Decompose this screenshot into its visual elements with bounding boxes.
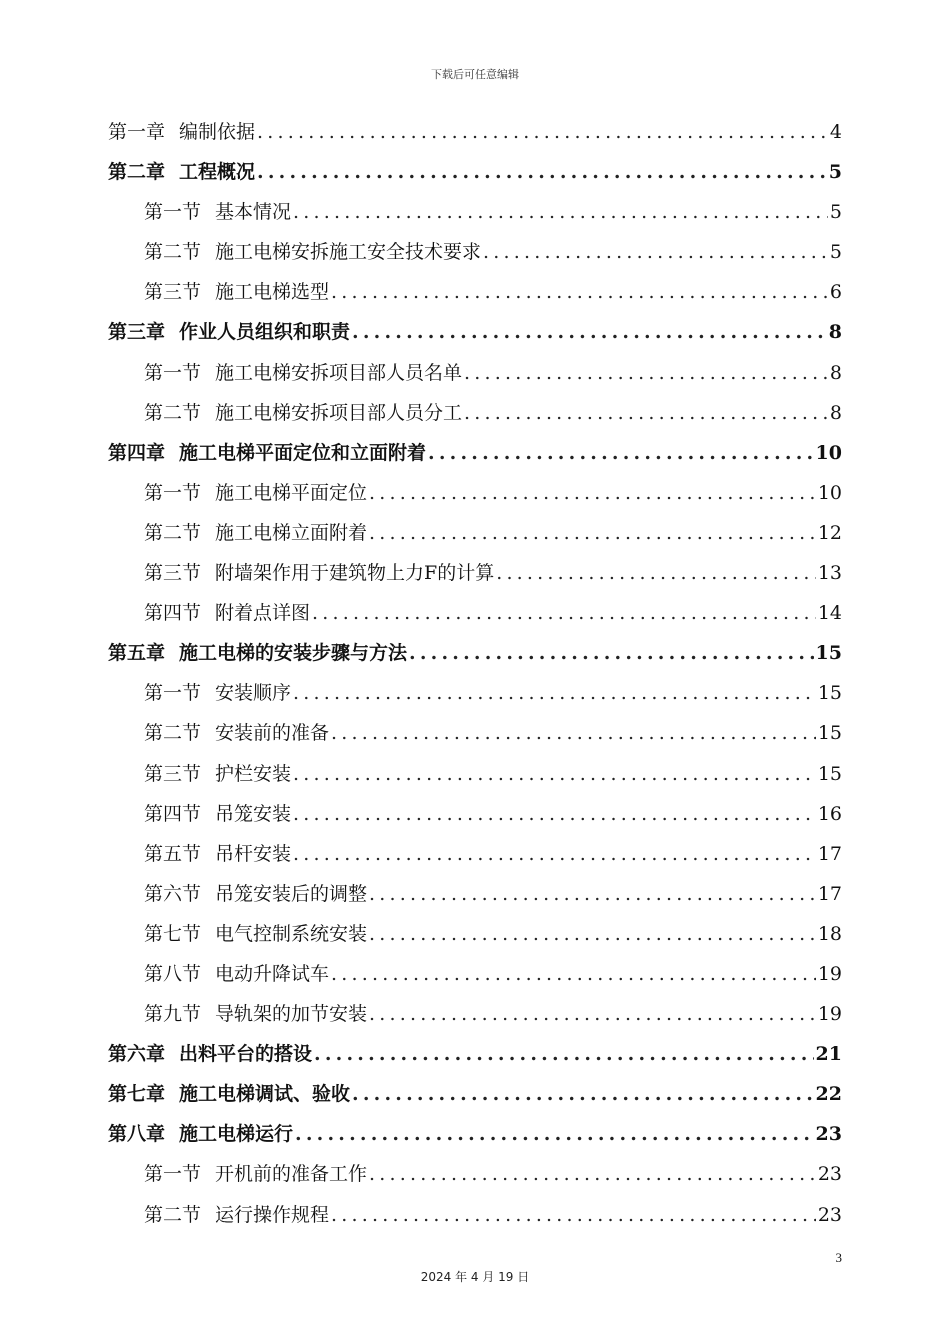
toc-dot-leader <box>428 433 814 473</box>
toc-entry-number: 第三节 <box>144 562 202 585</box>
toc-entry-title: 施工电梯的安装步骤与方法 <box>179 642 408 665</box>
toc-entry-section[interactable] <box>108 834 842 874</box>
toc-entry-page: 6 <box>829 281 842 304</box>
toc-entry-page: 18 <box>817 922 842 945</box>
toc-entry-title: 吊杆安装 <box>215 842 292 865</box>
toc-entry-number: 第一节 <box>144 481 202 504</box>
toc-entry-section[interactable] <box>108 954 842 994</box>
toc-entry-title: 施工电梯立面附着 <box>215 521 368 544</box>
toc-dot-leader <box>293 754 816 794</box>
toc-entry-number: 第三节 <box>144 762 202 785</box>
toc-entry-number: 第八节 <box>144 962 202 985</box>
header-note: 下载后可任意编辑 <box>431 68 519 81</box>
toc-entry-number: 第一节 <box>144 201 202 224</box>
toc-dot-leader <box>257 152 827 192</box>
toc-entry-title: 附墙架作用于建筑物上力F的计算 <box>215 562 495 585</box>
toc-entry-title: 作业人员组织和职责 <box>179 321 351 344</box>
toc-entry-section[interactable] <box>108 192 842 232</box>
table-of-contents <box>108 112 842 1235</box>
toc-entry-page: 23 <box>817 1163 842 1186</box>
toc-entry-page: 15 <box>817 682 842 705</box>
toc-entry-title: 施工电梯平面定位 <box>215 481 368 504</box>
toc-entry-title: 电动升降试车 <box>215 962 330 985</box>
toc-entry-chapter[interactable] <box>108 152 842 192</box>
footer-date: 2024 年 4 月 19 日 <box>420 1270 530 1284</box>
toc-dot-leader <box>464 393 828 433</box>
toc-entry-chapter[interactable] <box>108 1114 842 1154</box>
toc-entry-section[interactable] <box>108 393 842 433</box>
toc-dot-leader <box>331 713 816 753</box>
toc-dot-leader <box>293 834 816 874</box>
toc-entry-page: 23 <box>817 1203 842 1226</box>
toc-entry-section[interactable] <box>108 994 842 1034</box>
toc-dot-leader <box>369 914 816 954</box>
toc-entry-page: 5 <box>828 161 842 184</box>
toc-entry-page: 17 <box>817 882 842 905</box>
toc-entry-number: 第六节 <box>144 882 202 905</box>
toc-entry-page: 14 <box>817 602 842 625</box>
toc-dot-leader <box>331 272 828 312</box>
toc-dot-leader <box>369 874 816 914</box>
toc-entry-section[interactable] <box>108 673 842 713</box>
toc-entry-chapter[interactable] <box>108 433 842 473</box>
toc-entry-page: 23 <box>815 1123 842 1146</box>
toc-entry-title: 附着点详图 <box>215 602 311 625</box>
toc-entry-number: 第二节 <box>144 241 202 264</box>
toc-dot-leader <box>293 794 816 834</box>
toc-entry-title: 运行操作规程 <box>215 1203 330 1226</box>
toc-entry-title: 施工电梯调试、验收 <box>179 1083 351 1106</box>
toc-entry-title: 护栏安装 <box>215 762 292 785</box>
toc-entry-page: 4 <box>829 121 842 143</box>
toc-entry-chapter[interactable] <box>108 1034 842 1074</box>
toc-dot-leader <box>331 1195 816 1235</box>
toc-dot-leader <box>331 954 816 994</box>
toc-entry-number: 第一节 <box>144 1163 202 1186</box>
toc-entry-page: 15 <box>817 762 842 785</box>
toc-entry-number: 第一节 <box>144 682 202 705</box>
toc-entry-number: 第七章 <box>108 1083 166 1106</box>
toc-entry-title: 电气控制系统安装 <box>215 922 368 945</box>
toc-entry-page: 17 <box>817 842 842 865</box>
toc-entry-page: 19 <box>817 962 842 985</box>
toc-entry-section[interactable] <box>108 272 842 312</box>
toc-entry-section[interactable] <box>108 874 842 914</box>
toc-entry-number: 第二节 <box>144 401 202 424</box>
toc-entry-page: 21 <box>815 1043 842 1066</box>
toc-entry-title: 施工电梯安拆施工安全技术要求 <box>215 241 482 264</box>
toc-entry-section[interactable] <box>108 794 842 834</box>
toc-entry-section[interactable] <box>108 1195 842 1235</box>
toc-entry-title: 施工电梯运行 <box>179 1123 294 1146</box>
toc-entry-title: 吊笼安装后的调整 <box>215 882 368 905</box>
toc-entry-section[interactable] <box>108 513 842 553</box>
toc-entry-page: 10 <box>815 441 842 464</box>
toc-entry-section[interactable] <box>108 713 842 753</box>
toc-entry-chapter[interactable] <box>108 112 842 152</box>
toc-entry-section[interactable] <box>108 914 842 954</box>
toc-entry-page: 22 <box>815 1083 842 1106</box>
toc-entry-title: 安装前的准备 <box>215 722 330 745</box>
toc-entry-title: 工程概况 <box>179 161 256 184</box>
toc-entry-number: 第二节 <box>144 1203 202 1226</box>
toc-entry-title: 出料平台的搭设 <box>179 1043 313 1066</box>
toc-dot-leader <box>369 1154 816 1194</box>
toc-dot-leader <box>352 312 827 352</box>
toc-entry-page: 19 <box>817 1003 842 1026</box>
toc-entry-chapter[interactable] <box>108 1074 842 1114</box>
toc-entry-number: 第二节 <box>144 722 202 745</box>
toc-entry-section[interactable] <box>108 473 842 513</box>
toc-entry-number: 第四章 <box>108 441 166 464</box>
toc-entry-number: 第五章 <box>108 642 166 665</box>
toc-entry-page: 12 <box>817 521 842 544</box>
toc-entry-page: 13 <box>817 562 842 585</box>
toc-entry-section[interactable] <box>108 553 842 593</box>
toc-entry-title: 施工电梯安拆项目部人员名单 <box>215 361 463 384</box>
toc-entry-section[interactable] <box>108 1154 842 1194</box>
toc-dot-leader <box>409 633 814 673</box>
toc-entry-title: 基本情况 <box>215 201 292 224</box>
toc-entry-section[interactable] <box>108 353 842 393</box>
toc-dot-leader <box>369 994 816 1034</box>
toc-entry-number: 第一节 <box>144 361 202 384</box>
toc-entry-number: 第二章 <box>108 161 166 184</box>
toc-dot-leader <box>314 1034 814 1074</box>
toc-dot-leader <box>295 1114 814 1154</box>
toc-entry-page: 5 <box>829 241 842 264</box>
toc-dot-leader <box>464 353 828 393</box>
toc-entry-number: 第四节 <box>144 802 202 825</box>
toc-dot-leader <box>352 1074 814 1114</box>
toc-dot-leader <box>293 192 828 232</box>
toc-entry-title: 编制依据 <box>179 121 256 143</box>
toc-dot-leader <box>496 553 816 593</box>
toc-entry-page: 16 <box>817 802 842 825</box>
toc-entry-page: 10 <box>817 481 842 504</box>
toc-dot-leader <box>369 473 816 513</box>
toc-entry-number: 第四节 <box>144 602 202 625</box>
toc-entry-chapter[interactable] <box>108 312 842 352</box>
toc-entry-number: 第三节 <box>144 281 202 304</box>
toc-entry-number: 第七节 <box>144 922 202 945</box>
toc-entry-number: 第二节 <box>144 521 202 544</box>
toc-entry-page: 8 <box>829 401 842 424</box>
toc-entry-title: 施工电梯平面定位和立面附着 <box>179 441 427 464</box>
toc-entry-number: 第六章 <box>108 1043 166 1066</box>
toc-dot-leader <box>257 112 828 152</box>
toc-dot-leader <box>312 593 816 633</box>
toc-entry-section[interactable] <box>108 232 842 272</box>
toc-dot-leader <box>483 232 828 272</box>
toc-entry-number: 第三章 <box>108 321 166 344</box>
toc-entry-page: 5 <box>829 201 842 224</box>
toc-entry-title: 开机前的准备工作 <box>215 1163 368 1186</box>
toc-dot-leader <box>293 673 816 713</box>
toc-entry-title: 吊笼安装 <box>215 802 292 825</box>
toc-entry-number: 第九节 <box>144 1003 202 1026</box>
toc-entry-chapter[interactable] <box>108 633 842 673</box>
toc-entry-page: 15 <box>815 642 842 665</box>
page-number: 3 <box>835 1250 842 1265</box>
toc-entry-page: 15 <box>817 722 842 745</box>
toc-entry-title: 施工电梯选型 <box>215 281 330 304</box>
toc-entry-number: 第八章 <box>108 1123 166 1146</box>
toc-entry-section[interactable] <box>108 754 842 794</box>
toc-dot-leader <box>369 513 816 553</box>
toc-entry-title: 导轨架的加节安装 <box>215 1003 368 1026</box>
toc-entry-number: 第五节 <box>144 842 202 865</box>
toc-entry-title: 安装顺序 <box>215 682 292 705</box>
toc-entry-number: 第一章 <box>108 121 166 143</box>
toc-entry-title: 施工电梯安拆项目部人员分工 <box>215 401 463 424</box>
toc-entry-section[interactable] <box>108 593 842 633</box>
toc-entry-page: 8 <box>828 321 842 344</box>
toc-entry-page: 8 <box>829 361 842 384</box>
